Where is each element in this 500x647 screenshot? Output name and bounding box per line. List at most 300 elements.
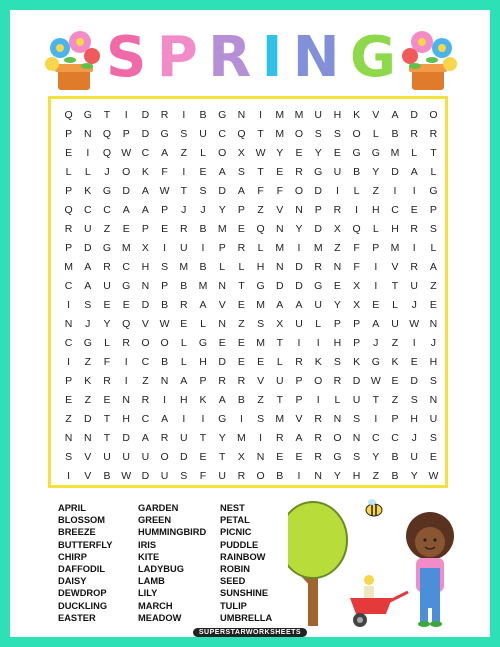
- grid-letter: C: [141, 355, 150, 368]
- grid-letter: H: [429, 355, 438, 368]
- grid-letter: Z: [257, 203, 264, 216]
- grid-letter: I: [412, 241, 416, 254]
- grid-letter: Y: [218, 431, 226, 444]
- grid-letter: P: [199, 374, 207, 387]
- grid-letter: R: [410, 127, 418, 140]
- word-list-column-2: [138, 502, 206, 624]
- grid-letter: N: [352, 431, 361, 444]
- grid-letter: E: [410, 203, 418, 216]
- grid-letter: R: [237, 469, 246, 482]
- grid-letter: X: [333, 222, 341, 235]
- grid-letter: R: [237, 241, 246, 254]
- grid-letter: L: [180, 355, 187, 368]
- grid-letter: R: [237, 374, 246, 387]
- grid-letter: T: [103, 108, 111, 121]
- grid-letter: G: [352, 146, 361, 159]
- grid-letter: R: [160, 431, 169, 444]
- grid-letter: V: [218, 298, 226, 311]
- grid-letter: Q: [102, 127, 112, 140]
- grid-letter: N: [333, 260, 342, 273]
- word-list-item: MARCH: [138, 600, 173, 611]
- page-title: [106, 26, 396, 90]
- grid-letter: U: [429, 412, 438, 425]
- grid-letter: G: [83, 336, 92, 349]
- grid-letter: M: [390, 241, 400, 254]
- title-letter: S: [106, 25, 147, 90]
- title-letter: G: [350, 25, 396, 90]
- grid-letter: D: [83, 412, 92, 425]
- grid-letter: U: [314, 298, 322, 311]
- grid-letter: Z: [84, 393, 91, 406]
- word-list-item: NEST: [220, 503, 245, 513]
- grid-letter: Y: [218, 203, 226, 216]
- grid-letter: W: [159, 317, 170, 330]
- grid-letter: P: [353, 336, 361, 349]
- grid-letter: J: [181, 203, 187, 216]
- grid-letter: B: [276, 469, 284, 482]
- grid-letter: L: [180, 336, 187, 349]
- grid-letter: K: [314, 355, 322, 368]
- grid-letter: S: [429, 374, 437, 387]
- grid-letter: N: [333, 412, 342, 425]
- grid-letter: I: [182, 165, 186, 178]
- word-list-item: PETAL: [220, 515, 250, 526]
- grid-letter: N: [295, 203, 303, 216]
- grid-letter: U: [122, 450, 130, 463]
- grid-letter: Q: [102, 146, 112, 159]
- grid-letter: D: [352, 374, 361, 387]
- grid-letter: B: [161, 355, 169, 368]
- grid-letter: I: [297, 336, 301, 349]
- grid-letter: V: [391, 260, 399, 273]
- grid-letter: N: [141, 279, 150, 292]
- grid-letter: I: [374, 260, 378, 273]
- word-list-item: GARDEN: [138, 503, 179, 513]
- grid-letter: Y: [333, 298, 341, 311]
- grid-letter: I: [335, 184, 339, 197]
- grid-letter: O: [333, 431, 342, 444]
- grid-letter: A: [218, 165, 226, 178]
- grid-letter: J: [85, 317, 91, 330]
- grid-letter: Q: [64, 108, 73, 121]
- grid-letter: H: [410, 412, 418, 425]
- grid-letter: K: [141, 165, 149, 178]
- grid-letter: R: [410, 260, 418, 273]
- grid-letter: Y: [276, 146, 284, 159]
- grid-letter: D: [122, 431, 130, 444]
- grid-letter: O: [352, 127, 361, 140]
- grid-letter: D: [141, 108, 150, 121]
- grid-letter: U: [179, 431, 188, 444]
- grid-letter: D: [391, 165, 399, 178]
- grid-letter: W: [255, 146, 266, 159]
- grid-letter: U: [141, 450, 150, 463]
- grid-letter: S: [410, 393, 418, 406]
- grid-letter: E: [161, 222, 169, 235]
- grid-letter: B: [199, 260, 207, 273]
- word-list-column-3: [220, 502, 272, 624]
- grid-letter: E: [199, 450, 207, 463]
- grid-letter: Y: [333, 469, 341, 482]
- grid-letter: L: [84, 165, 91, 178]
- grid-letter: S: [333, 355, 341, 368]
- grid-letter: C: [371, 431, 380, 444]
- grid-letter: Z: [391, 393, 399, 406]
- grid-letter: G: [198, 336, 208, 349]
- grid-letter: S: [429, 431, 437, 444]
- grid-letter: O: [429, 108, 438, 121]
- grid-letter: M: [256, 336, 265, 349]
- word-list-item: HUMMINGBIRD: [138, 527, 207, 538]
- grid-letter: X: [353, 279, 361, 292]
- grid-letter: I: [374, 412, 378, 425]
- grid-letter: A: [141, 184, 149, 197]
- grid-letter: N: [237, 108, 246, 121]
- title-letter: P: [156, 25, 198, 90]
- word-list-item: GREEN: [138, 515, 172, 526]
- grid-letter: Z: [238, 317, 245, 330]
- grid-letter: L: [200, 317, 206, 330]
- grid-letter: L: [411, 146, 418, 159]
- grid-letter: O: [294, 127, 304, 140]
- grid-letter: T: [199, 431, 207, 444]
- grid-letter: P: [65, 127, 73, 140]
- bee-icon: [366, 499, 382, 516]
- grid-letter: S: [429, 222, 437, 235]
- grid-letter: J: [373, 336, 379, 349]
- word-list-item: DAFFODIL: [58, 564, 105, 575]
- grid-letter: O: [256, 469, 265, 482]
- grid-letter: D: [275, 279, 284, 292]
- grid-letter: G: [256, 279, 265, 292]
- grid-letter: U: [352, 393, 361, 406]
- grid-letter: F: [103, 355, 111, 368]
- grid-letter: N: [256, 450, 265, 463]
- grid-letter: L: [257, 241, 264, 254]
- grid-letter: L: [392, 298, 398, 311]
- grid-letter: F: [257, 184, 264, 197]
- grid-letter: V: [295, 412, 303, 425]
- grid-letter: B: [391, 450, 399, 463]
- grid-letter: B: [161, 298, 169, 311]
- grid-letter: E: [295, 450, 303, 463]
- grid-letter: L: [353, 184, 360, 197]
- grid-letter: B: [199, 222, 207, 235]
- grid-letter: M: [390, 146, 400, 159]
- grid-letter: H: [371, 203, 380, 216]
- grid-letter: P: [218, 241, 226, 254]
- word-search-frame: [48, 96, 448, 488]
- grid-letter: V: [257, 374, 265, 387]
- grid-letter: P: [429, 203, 437, 216]
- grid-letter: I: [124, 374, 128, 387]
- grid-letter: G: [314, 279, 323, 292]
- grid-letter: I: [297, 241, 301, 254]
- grid-letter: Q: [352, 222, 361, 235]
- grid-letter: M: [198, 279, 208, 292]
- grid-letter: N: [218, 317, 226, 330]
- grid-letter: A: [295, 431, 303, 444]
- grid-letter: L: [372, 222, 379, 235]
- grid-letter: T: [257, 127, 264, 140]
- grid-letter: I: [67, 355, 71, 368]
- grid-letter: E: [65, 393, 73, 406]
- grid-letter: B: [391, 127, 399, 140]
- grid-letter: N: [275, 260, 284, 273]
- grid-letter: P: [65, 241, 73, 254]
- grid-letter: P: [372, 241, 380, 254]
- grid-letter: K: [353, 355, 361, 368]
- grid-letter: W: [121, 146, 132, 159]
- grid-letter: T: [276, 336, 283, 349]
- grid-letter: I: [67, 298, 71, 311]
- grid-letter: I: [201, 412, 205, 425]
- word-list-item: APRIL: [58, 503, 86, 513]
- grid-letter: I: [355, 203, 359, 216]
- grid-letter: P: [353, 317, 361, 330]
- grid-letter: D: [141, 127, 150, 140]
- grid-letter: A: [199, 298, 207, 311]
- grid-letter: U: [83, 222, 92, 235]
- title-letter: I: [261, 25, 283, 90]
- grid-letter: K: [391, 355, 399, 368]
- grid-letter: D: [295, 279, 303, 292]
- grid-letter: B: [103, 469, 111, 482]
- grid-letter: V: [84, 450, 92, 463]
- grid-letter: U: [314, 108, 322, 121]
- grid-letter: U: [391, 317, 399, 330]
- grid-letter: B: [391, 469, 399, 482]
- grid-letter: Y: [295, 222, 303, 235]
- grid-letter: G: [102, 184, 112, 197]
- grid-letter: H: [352, 469, 361, 482]
- grid-letter: H: [256, 260, 265, 273]
- grid-letter: E: [218, 336, 226, 349]
- grid-letter: Z: [372, 469, 379, 482]
- grid-letter: U: [410, 450, 418, 463]
- grid-letter: I: [259, 431, 263, 444]
- grid-letter: E: [295, 146, 303, 159]
- grid-letter: F: [161, 165, 168, 178]
- brand-label: SUPERSTARWORKSHEETS: [193, 628, 307, 637]
- flower-pot-left-icon: [40, 24, 104, 94]
- grid-letter: J: [411, 298, 417, 311]
- grid-letter: E: [429, 298, 437, 311]
- grid-letter: G: [429, 184, 438, 197]
- grid-letter: R: [314, 431, 322, 444]
- grid-letter: I: [316, 393, 320, 406]
- grid-letter: M: [121, 241, 131, 254]
- grid-letter: Z: [257, 393, 264, 406]
- girl-icon: [406, 512, 454, 627]
- grid-letter: U: [103, 450, 111, 463]
- word-list-item: RAINBOW: [220, 551, 266, 562]
- grid-letter: S: [333, 127, 341, 140]
- grid-letter: H: [122, 412, 130, 425]
- grid-letter: L: [200, 146, 206, 159]
- grid-letter: S: [353, 412, 361, 425]
- grid-letter: P: [237, 203, 245, 216]
- grid-letter: D: [122, 184, 130, 197]
- grid-letter: L: [334, 393, 341, 406]
- grid-letter: S: [84, 298, 92, 311]
- grid-letter: B: [180, 279, 188, 292]
- grid-letter: S: [199, 184, 207, 197]
- grid-letter: D: [141, 298, 150, 311]
- grid-letter: Y: [103, 317, 111, 330]
- word-list-item: DEWDROP: [58, 588, 107, 599]
- grid-letter: J: [104, 165, 110, 178]
- grid-letter: D: [410, 374, 418, 387]
- grid-letter: V: [372, 108, 380, 121]
- grid-letter: L: [430, 165, 437, 178]
- grid-letter: U: [275, 374, 284, 387]
- grid-letter: Z: [65, 412, 72, 425]
- grid-letter: R: [179, 298, 188, 311]
- grid-letter: D: [218, 355, 226, 368]
- grid-letter: H: [333, 336, 342, 349]
- grid-letter: E: [276, 450, 284, 463]
- grid-letter: A: [429, 260, 437, 273]
- grid-letter: V: [84, 469, 92, 482]
- grid-letter: W: [121, 469, 132, 482]
- grid-letter: E: [180, 317, 188, 330]
- grid-letter: C: [218, 127, 226, 140]
- grid-letter: A: [122, 203, 130, 216]
- grid-letter: K: [353, 108, 361, 121]
- grid-letter: R: [410, 222, 418, 235]
- grid-letter: N: [83, 431, 92, 444]
- grid-letter: M: [275, 412, 285, 425]
- grid-letter: R: [160, 108, 169, 121]
- grid-letter: C: [391, 431, 399, 444]
- grid-letter: J: [200, 203, 206, 216]
- flower-pot-right-icon: [398, 24, 462, 94]
- title-letter: R: [208, 25, 252, 90]
- grid-letter: D: [314, 222, 322, 235]
- grid-letter: U: [103, 279, 111, 292]
- grid-letter: I: [374, 279, 378, 292]
- grid-letter: L: [238, 260, 245, 273]
- grid-letter: A: [84, 279, 92, 292]
- grid-letter: Q: [237, 127, 246, 140]
- grid-letter: Z: [180, 146, 187, 159]
- grid-letter: N: [83, 127, 92, 140]
- word-list-item: BLOSSOM: [58, 515, 106, 526]
- grid-letter: Q: [256, 222, 265, 235]
- grid-letter: E: [237, 355, 245, 368]
- grid-letter: Q: [64, 203, 73, 216]
- word-list-item: CHIRP: [58, 551, 87, 562]
- grid-letter: G: [333, 450, 342, 463]
- grid-letter: E: [65, 146, 73, 159]
- grid-letter: M: [275, 127, 285, 140]
- grid-letter: R: [103, 374, 111, 387]
- grid-letter: Z: [391, 336, 399, 349]
- grid-letter: I: [316, 336, 320, 349]
- grid-letter: L: [372, 127, 379, 140]
- word-list-item: SUNSHINE: [220, 588, 269, 599]
- grid-letter: Z: [84, 355, 91, 368]
- grid-letter: O: [122, 165, 131, 178]
- grid-letter: C: [141, 412, 150, 425]
- grid-letter: E: [429, 450, 437, 463]
- word-list-item: DUCKLING: [58, 600, 108, 611]
- grid-letter: P: [65, 184, 73, 197]
- grid-letter: P: [333, 317, 341, 330]
- grid-letter: E: [122, 222, 130, 235]
- grid-letter: J: [411, 431, 417, 444]
- grid-letter: A: [391, 108, 399, 121]
- grid-letter: I: [239, 412, 243, 425]
- word-search-grid: [59, 105, 443, 485]
- grid-letter: R: [429, 127, 438, 140]
- grid-letter: D: [141, 469, 150, 482]
- grid-letter: P: [161, 203, 169, 216]
- grid-letter: P: [314, 203, 322, 216]
- grid-letter: O: [314, 374, 323, 387]
- grid-letter: W: [370, 374, 381, 387]
- word-list-item: KITE: [138, 551, 160, 562]
- grid-letter: G: [218, 108, 227, 121]
- grid-letter: Y: [372, 450, 380, 463]
- word-list-column-1: [58, 502, 112, 624]
- grid-letter: A: [218, 393, 226, 406]
- spring-illustration: [288, 494, 488, 634]
- grid-letter: A: [161, 146, 169, 159]
- grid-letter: W: [159, 184, 170, 197]
- grid-letter: F: [199, 469, 207, 482]
- grid-letter: G: [371, 355, 380, 368]
- grid-letter: C: [141, 146, 150, 159]
- grid-letter: E: [103, 393, 111, 406]
- grid-letter: S: [257, 412, 265, 425]
- grid-letter: R: [333, 374, 342, 387]
- title-letter: N: [292, 25, 340, 90]
- grid-letter: E: [237, 222, 245, 235]
- grid-letter: N: [429, 393, 438, 406]
- grid-letter: I: [67, 469, 71, 482]
- grid-letter: N: [160, 374, 169, 387]
- grid-letter: M: [313, 241, 323, 254]
- word-list-item: IRIS: [138, 539, 157, 550]
- grid-letter: I: [201, 241, 205, 254]
- grid-letter: S: [180, 469, 188, 482]
- grid-letter: Z: [142, 374, 149, 387]
- grid-letter: Z: [430, 279, 437, 292]
- grid-letter: P: [295, 374, 303, 387]
- grid-letter: Y: [314, 146, 322, 159]
- grid-letter: Z: [334, 241, 341, 254]
- grid-letter: R: [295, 165, 303, 178]
- grid-letter: V: [276, 203, 284, 216]
- grid-letter: A: [161, 412, 169, 425]
- grid-letter: E: [276, 165, 284, 178]
- grid-letter: N: [218, 279, 226, 292]
- grid-letter: E: [237, 298, 245, 311]
- grid-letter: J: [430, 336, 437, 349]
- grid-letter: I: [124, 108, 128, 121]
- grid-letter: X: [141, 241, 149, 254]
- word-list-item: LAMB: [138, 576, 165, 587]
- grid-letter: D: [295, 260, 303, 273]
- grid-letter: S: [353, 450, 361, 463]
- grid-letter: M: [256, 298, 265, 311]
- grid-letter: O: [294, 184, 304, 197]
- grid-letter: I: [393, 184, 397, 197]
- grid-letter: A: [410, 165, 418, 178]
- grid-letter: O: [141, 336, 150, 349]
